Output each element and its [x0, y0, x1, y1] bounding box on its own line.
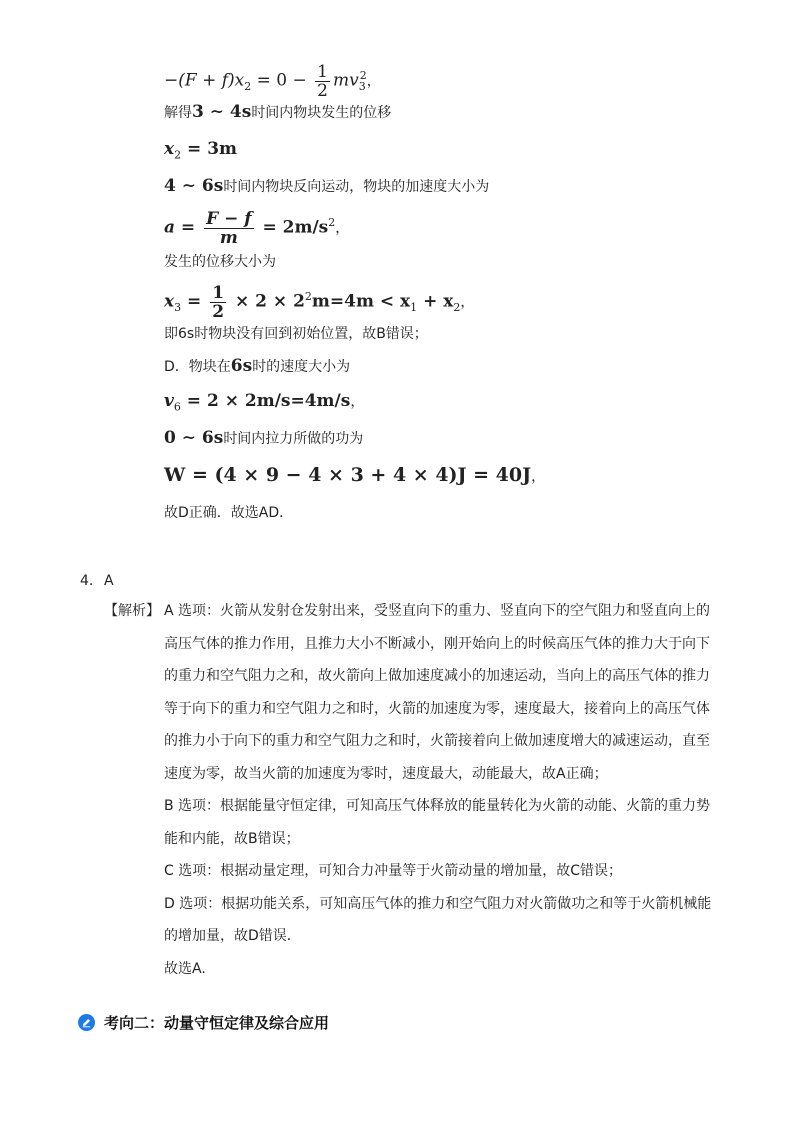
equation-x2: $x_2 = 3m$	[164, 139, 238, 162]
analysis-body	[164, 595, 720, 985]
analysis-line: 速度为零，故当火箭的加速度为零时，速度最大，动能最大，故A正确；	[164, 765, 608, 782]
equation-energy-theorem	[164, 58, 381, 101]
analysis-line: D 选项：根据功能关系，可知高压气体的推力和空气阻力对火箭做功之和等于火箭机械能	[164, 895, 712, 912]
eq4-fraction: $\frac{1}{2}$	[212, 282, 225, 322]
analysis-label: 【解析】	[104, 603, 160, 619]
analysis-line: 等于向下的重力和空气阻力之和时，火箭的加速度为零，速度最大，接着向上的高压气体	[164, 700, 710, 717]
text-work-done: 0 ∼ 6s时间内拉力所做的功为	[164, 428, 364, 448]
equation-work: W = (4 × 9 − 4 × 3 + 4 × 4)J = 40J，	[164, 464, 546, 486]
eq3-fraction: $\frac{F - f}{m}$	[206, 208, 252, 248]
section-heading	[78, 1012, 329, 1033]
analysis-line: 高压气体的推力作用，且推力大小不断减小，刚开始向上的时候高压气体的推力大于向下	[164, 635, 710, 652]
analysis-line: 的增加量，故D错误．	[164, 928, 301, 944]
eq1-fraction: $\frac{1}{2}$	[317, 61, 328, 101]
question-number: 4.	[80, 573, 94, 589]
question-answer: A	[104, 573, 114, 589]
pen-icon	[78, 1014, 95, 1031]
eq1-mid: = 0 −	[251, 70, 313, 91]
text-option-d: D．物块在6s时的速度大小为	[164, 356, 351, 376]
section-title: 考向二：动量守恒定律及综合应用	[104, 1014, 330, 1032]
time-interval: 3 ∼ 4s	[192, 102, 252, 122]
equation-acceleration: a = $\frac{F - f}{m}$ = $2m/s^2$，	[164, 208, 350, 248]
eq1-tail-sup: 2	[359, 69, 367, 82]
eq1-tail: mv	[333, 70, 359, 91]
eq1-tail-sub: 3	[358, 80, 366, 94]
text-final-answer: 故D正确．故选AD．	[164, 505, 294, 521]
text-reverse-motion: 4 ∼ 6s时间内物块反向运动，物块的加速度大小为	[164, 176, 490, 196]
eq1-left: −(F + f)x	[164, 70, 245, 91]
analysis-line: A 选项：火箭从发射仓发射出来，受竖直向下的重力、竖直向下的空气阻力和竖直向上的	[164, 603, 711, 619]
text-solve-displacement: 解得3 ∼ 4s时间内物块发生的位移	[164, 102, 392, 122]
text-conclusion-b: 即6s时物块没有回到初始位置，故B错误；	[164, 326, 428, 342]
analysis-line: 故选A.	[164, 960, 206, 977]
equation-x3: $x_3$ = $\frac{1}{2}$ × $2 \times 2^2m=4m < x_1 + x_2$，	[164, 282, 475, 322]
eq1-sub: 2	[244, 80, 252, 94]
text-displacement-magnitude: 发生的位移大小为	[164, 254, 276, 270]
analysis-line: B 选项：根据能量守恒定律，可知高压气体释放的能量转化为火箭的动能、火箭的重力势	[164, 798, 711, 814]
analysis-line: 的重力和空气阻力之和，故火箭向上做加速度减小的加速运动，当向上的高压气体的推力	[164, 668, 710, 684]
equation-v6: $v_6 = 2 \times 2m/s=4m/s$，	[164, 391, 365, 414]
eq1-punct: ，	[366, 73, 381, 90]
analysis-line: 的推力小于向下的重力和空气阻力之和时，火箭接着向上做加速度增大的减速运动，直至	[164, 733, 710, 749]
analysis-line: 能和内能，故B错误；	[164, 830, 300, 847]
analysis-line: C 选项：根据动量定理，可知合力冲量等于火箭动量的增加量，故C错误；	[164, 863, 622, 879]
